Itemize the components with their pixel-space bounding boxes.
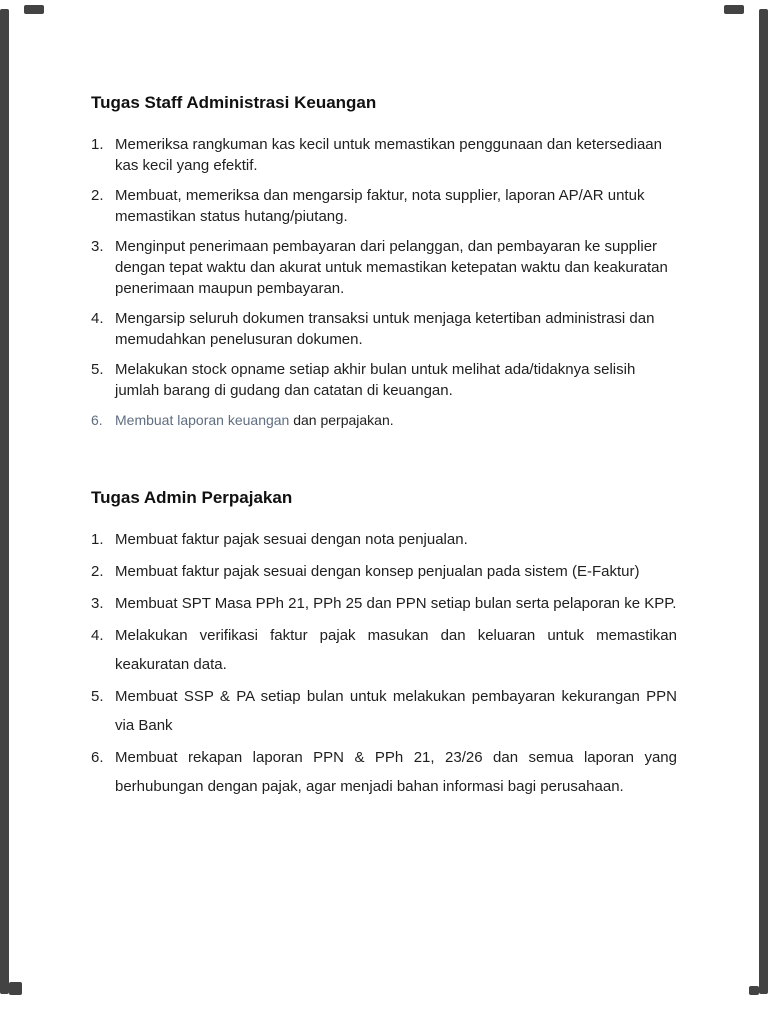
item-number: 1.: [91, 531, 104, 548]
page-edge-left: [0, 9, 9, 994]
item-text-rest: dan perpajakan.: [289, 412, 394, 428]
item-number: 4.: [91, 627, 104, 644]
list-item: [91, 185, 677, 227]
list-item: [91, 359, 677, 401]
list-item: [91, 743, 677, 801]
item-text: Membuat SSP & PA setiap bulan untuk melakukan pembayaran kekurangan PPN via Bank: [115, 688, 677, 734]
item-number: 3.: [91, 595, 104, 612]
list-item: [91, 589, 677, 618]
laporan-keuangan-link[interactable]: Membuat laporan keuangan: [115, 412, 290, 428]
list-item: [91, 236, 677, 299]
page-edge-right: [759, 9, 768, 994]
list-item: [91, 557, 677, 586]
item-number: 6.: [91, 412, 103, 428]
list-item: [91, 682, 677, 740]
item-text: Membuat faktur pajak sesuai dengan nota penjualan.: [115, 531, 468, 548]
item-number: 5.: [91, 361, 104, 378]
item-text: Membuat rekapan laporan PPN & PPh 21, 23/26 dan semua laporan yang berhubungan dengan pajak, agar menjadi bahan informasi bagi perusahaan.: [115, 749, 677, 795]
item-text: Melakukan verifikasi faktur pajak masukan dan keluaran untuk memastikan keakuratan data.: [115, 627, 677, 673]
section2-list: [91, 525, 677, 801]
item-text: Mengarsip seluruh dokumen transaksi untuk menjaga ketertiban administrasi dan memudahkan penelusuran dokumen.: [115, 310, 655, 348]
item-number: 4.: [91, 310, 104, 327]
item-text: Melakukan stock opname setiap akhir bulan untuk melihat ada/tidaknya selisih jumlah barang di gudang dan catatan di keuangan.: [115, 361, 636, 399]
item-text: Memeriksa rangkuman kas kecil untuk memastikan penggunaan dan ketersediaan kas kecil yang efektif.: [115, 136, 662, 174]
scan-mark-top-left: [24, 5, 44, 14]
section2-title: Tugas Admin Perpajakan: [91, 488, 293, 507]
item-number: 1.: [91, 136, 104, 153]
section1-title: Tugas Staff Administrasi Keuangan: [91, 93, 377, 112]
item-number: 3.: [91, 238, 104, 255]
list-item: [91, 308, 677, 350]
item-text: Membuat faktur pajak sesuai dengan konsep penjualan pada sistem (E-Faktur): [115, 563, 640, 580]
section1-list: [91, 134, 677, 431]
scan-mark-bottom-right: [749, 986, 759, 995]
scan-mark-bottom-left: [9, 982, 22, 995]
item-number: 2.: [91, 563, 104, 580]
scan-mark-top-right: [724, 5, 744, 14]
list-item: [91, 410, 677, 431]
item-text: Membuat, memeriksa dan mengarsip faktur, nota supplier, laporan AP/AR untuk memastikan status hutang/piutang.: [115, 187, 645, 225]
item-text: Menginput penerimaan pembayaran dari pelanggan, dan pembayaran ke supplier dengan tepat waktu dan akurat untuk memastikan ketepatan waktu dan keakuratan penerimaan maupun pembayaran.: [115, 238, 668, 297]
list-item: [91, 525, 677, 554]
list-item: [91, 621, 677, 679]
document-content: [91, 92, 677, 804]
item-text: Membuat SPT Masa PPh 21, PPh 25 dan PPN setiap bulan serta pelaporan ke KPP.: [115, 595, 677, 612]
item-number: 6.: [91, 749, 104, 766]
list-item: [91, 134, 677, 176]
item-number: 5.: [91, 688, 104, 705]
item-text: [115, 410, 677, 431]
item-number: 2.: [91, 187, 104, 204]
